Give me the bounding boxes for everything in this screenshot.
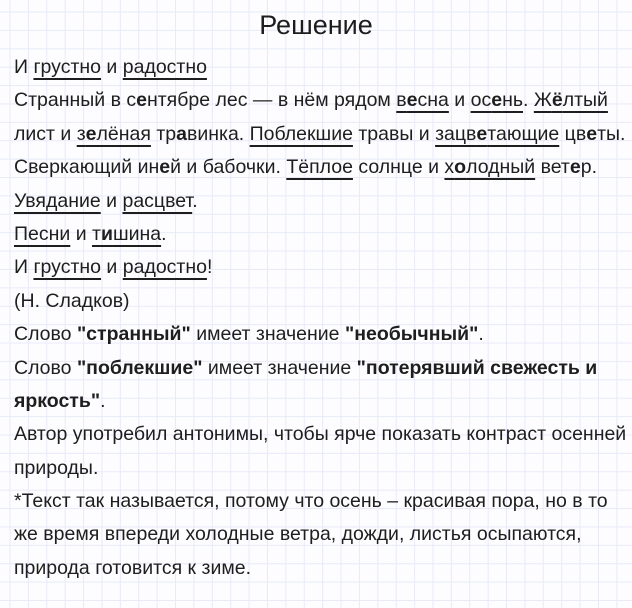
text-segment: Поблекшие [249,122,353,145]
text-segment: грустно [33,256,102,279]
text-segment: з [76,122,86,145]
text-segment: и [70,222,93,245]
text-segment: тающие [487,122,560,145]
text-segment: "странный" [76,323,191,346]
text-segment: тр [150,122,177,145]
text-segment: т [92,222,101,245]
text-segment: расцвет [122,189,193,212]
text-segment: имеет значение [202,356,357,379]
text-segment: травы и [352,122,436,145]
text-segment: ё [551,89,563,112]
text-segment: природа готовится к зиме. [14,556,251,579]
text-segment: и [100,189,123,212]
text-segment: Ж [533,89,552,112]
text-segment: Автор употребил антонимы, чтобы ярче показать контраст осенней [14,423,627,446]
text-segment: радостно [122,56,207,78]
text-segment: "поблекшие" [76,356,203,379]
text-segment: лист и [14,122,77,145]
text-line [14,485,618,518]
text-line [14,118,626,151]
text-segment: е [491,89,503,112]
text-segment: ты. [597,122,626,145]
text-segment: и [101,256,123,279]
text-line [14,418,627,451]
text-segment: е [586,122,598,145]
text-segment: лодный [466,156,536,179]
text-segment: И [14,56,34,78]
text-segment: е [406,89,418,112]
text-segment: е [159,156,171,179]
text-segment: ! [206,256,213,279]
text-line [14,84,618,117]
text-segment: зацв [435,122,477,145]
text-segment: . [523,89,534,112]
text-segment: . [100,389,106,412]
text-segment: сна [417,89,449,112]
text-segment: е [136,89,147,112]
text-segment: Увядание [14,189,101,212]
text-line [14,285,618,318]
text-segment: радостно [122,256,207,279]
text-segment: . [161,222,167,245]
text-segment: Сверкающий ин [14,156,160,179]
text-segment: яркость" [14,389,101,412]
text-segment: в [396,89,407,112]
text-segment: грустно [33,56,102,78]
text-segment: а [176,122,187,145]
page-title: Решение [259,10,373,40]
text-segment: *Текст так называется, потому что осень – красивая пора, но в то [14,490,608,513]
text-line [14,251,618,284]
text-segment: вет [535,156,570,179]
text-line [14,452,618,485]
text-segment: Песни [14,222,71,245]
text-line [14,51,618,84]
text-segment: природы. [14,456,99,479]
text-segment: Слово [14,356,77,379]
text-segment: е [569,156,581,179]
text-segment: лёная [96,122,151,145]
text-segment: х [444,156,455,179]
text-segment: . [478,323,484,346]
text-line [14,185,618,218]
text-segment: и [448,89,471,112]
text-line [14,151,618,184]
solution-page [0,8,632,608]
text-segment: и [100,222,113,245]
text-segment: ос [470,89,492,112]
text-segment: о [454,156,467,179]
text-segment: нь [502,89,523,112]
text-segment: й и бабочки. [170,156,287,179]
text-line [14,518,618,551]
text-line [14,318,618,351]
text-segment: солнце и [352,156,445,179]
text-segment: лтый [562,89,608,112]
text-segment: . [192,189,198,212]
text-segment: е [85,122,97,145]
solution-text [0,51,632,585]
text-segment: Странный в с [14,89,137,112]
text-segment: винка. [186,122,250,145]
text-segment: и [101,56,123,78]
text-segment: "потерявший свежесть и [356,356,598,379]
text-segment: же время впереди холодные ветра, дожди, листья осыпаются, [14,523,582,546]
text-segment: цв [559,122,587,145]
text-line [14,218,618,251]
text-line [14,352,618,385]
text-segment: (Н. Сладков) [14,289,130,312]
text-segment: Тёплое [286,156,353,179]
text-segment: имеет значение [190,323,345,346]
text-line [14,385,618,418]
text-segment: нтябре лес — в нём рядом [146,89,397,112]
text-segment: "необычный" [344,323,479,346]
text-segment: шина [112,222,162,245]
text-segment: Слово [14,323,77,346]
text-segment: И [14,256,34,279]
text-segment: е [476,122,488,145]
text-line [14,552,618,585]
text-segment: р. [580,156,597,179]
